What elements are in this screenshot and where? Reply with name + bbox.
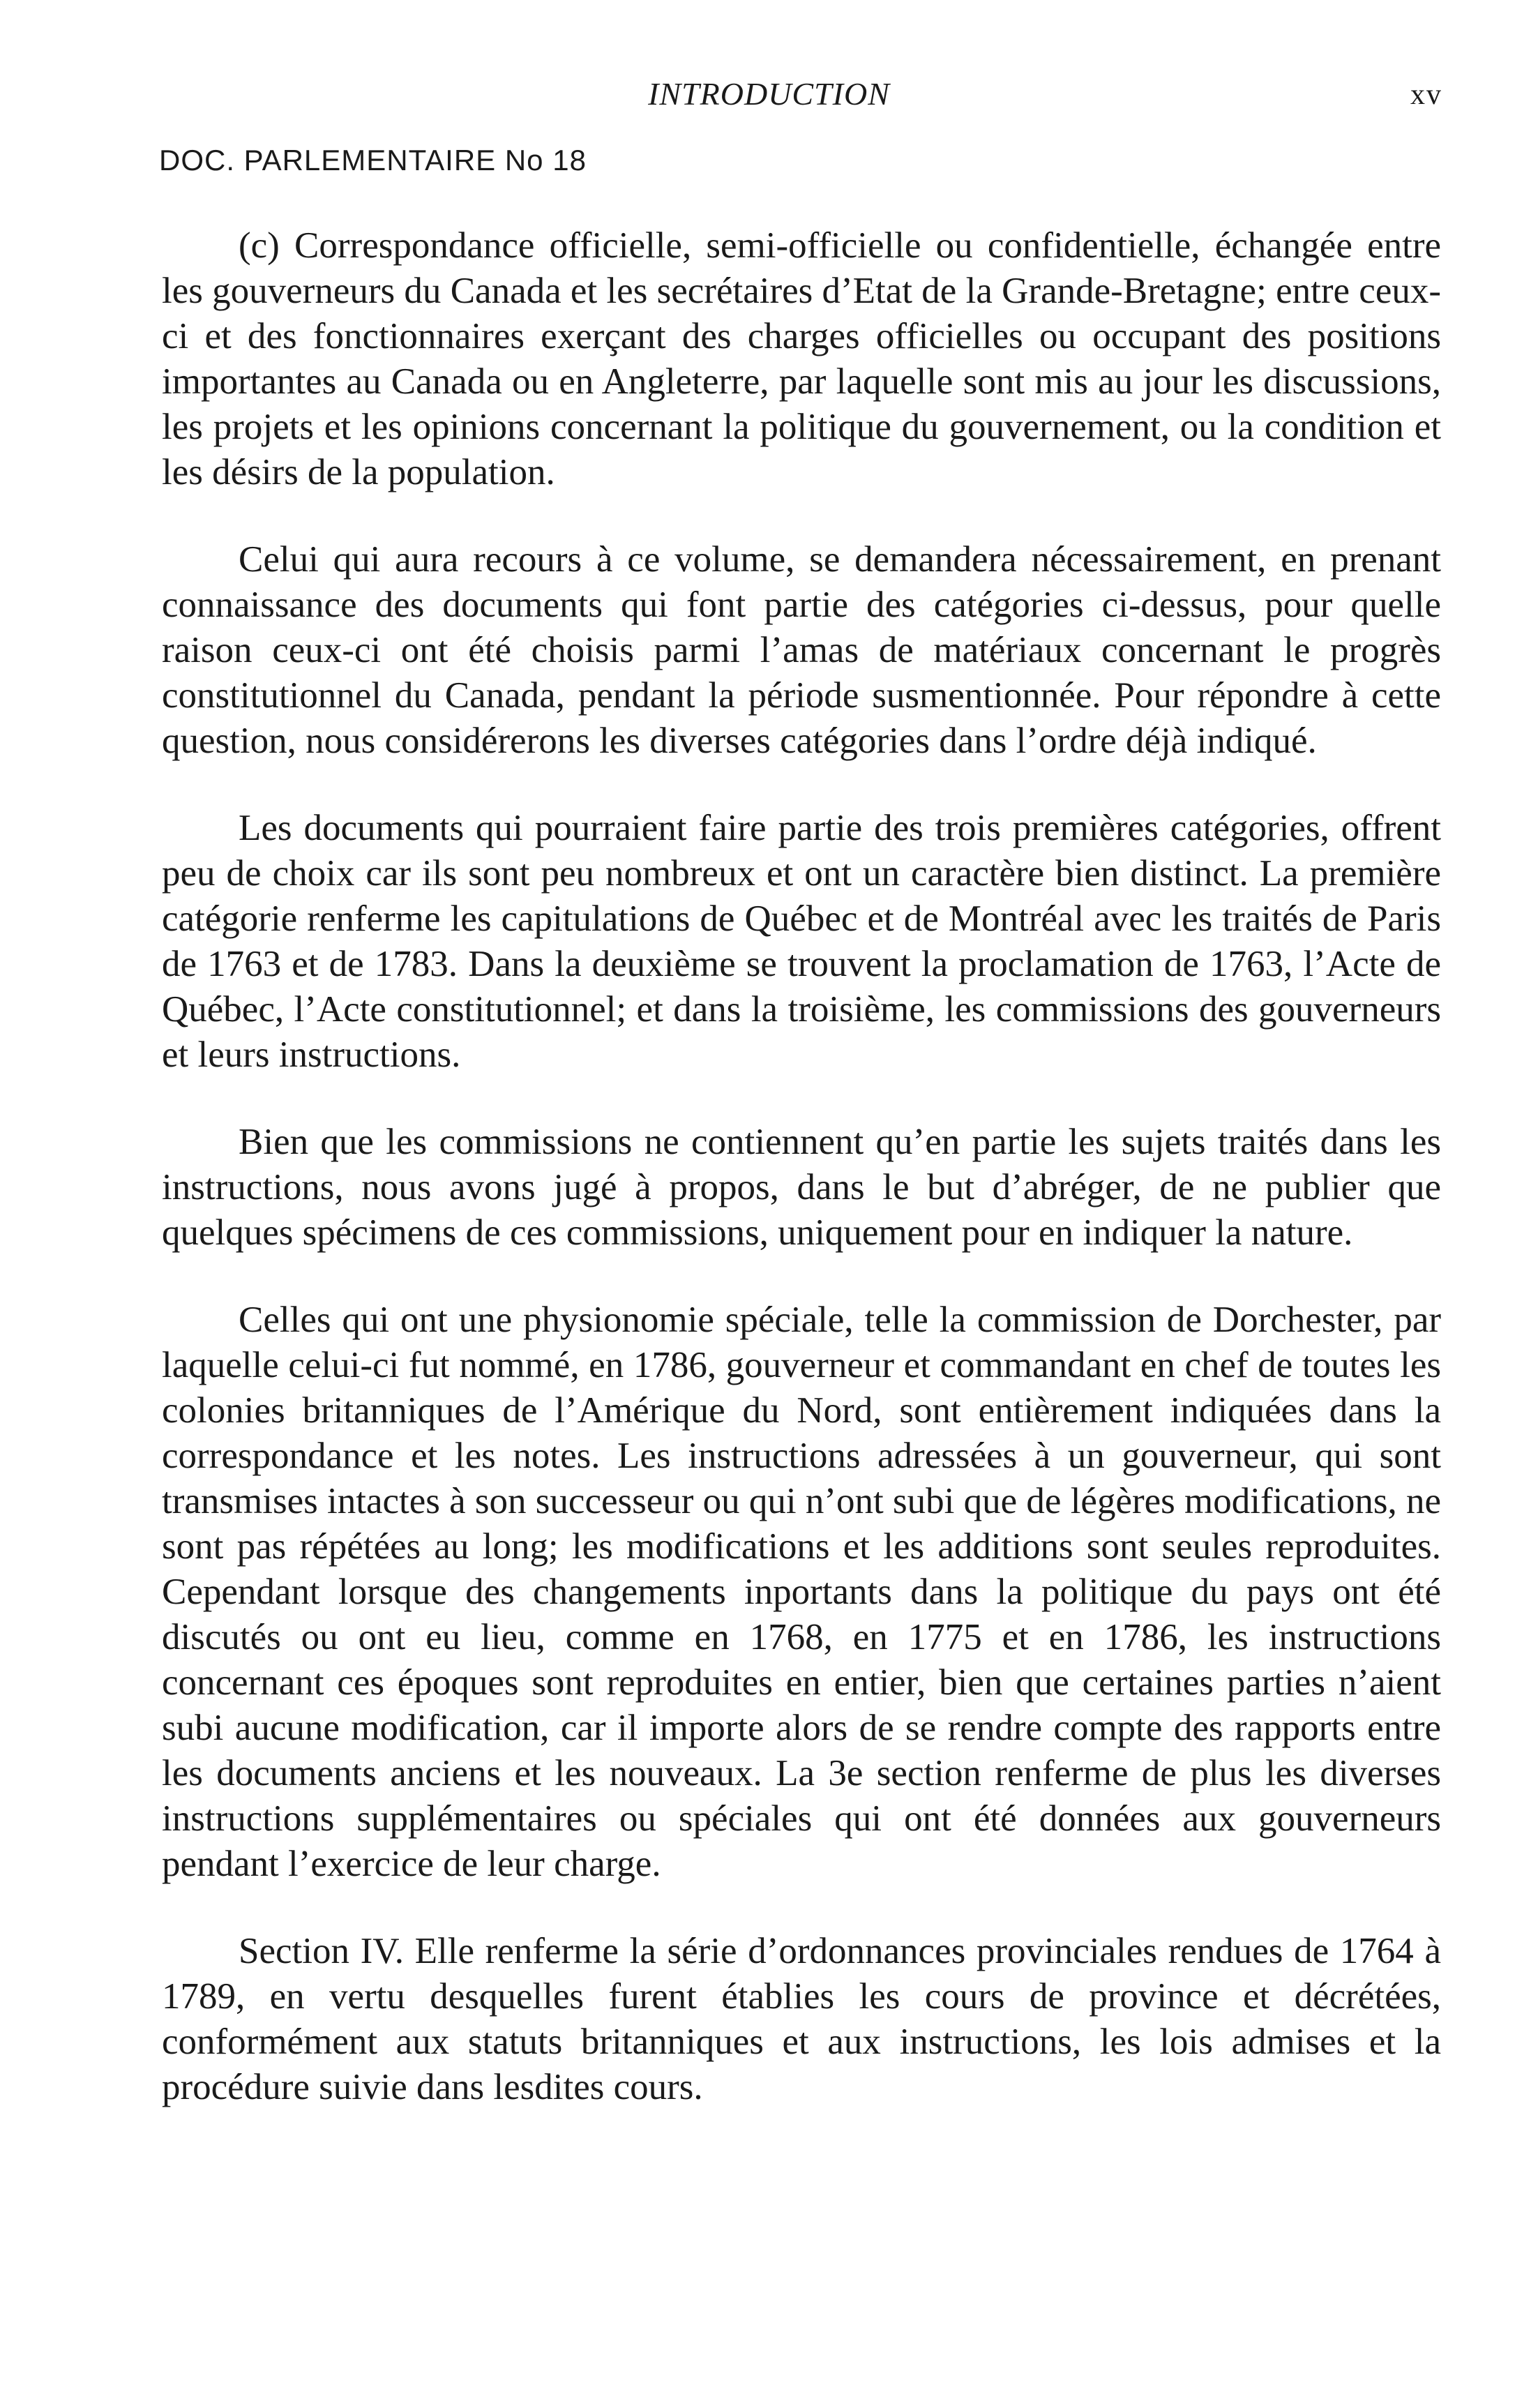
body-text xyxy=(162,223,1441,2152)
paragraph-section-iv: Section IV. Elle renferme la série d’ordonnances provinciales rendues de 1764 à 1789, en vertu desquelles furent établies les cours de province et décrétées, conformément aux statuts britanniques et aux instructions, les lois admises et la procédure suivie dans lesdites cours. xyxy=(162,1931,1441,2107)
paragraph-correspondance: (c) Correspondance officielle, semi-officielle ou confidentielle, échangée entre les gouverneurs du Canada et les secrétaires d’Etat de la Grande-Bretagne; entre ceux-ci et des fonctionnaires exerçant des charges officielles ou occupant des positions importantes au Canada ou en Angleterre, par laquelle sont mis au jour les discussions, les projets et les opinions concernant la politique du gouvernement, ou la condition et les désirs de la population. xyxy=(162,225,1441,492)
paragraph-selection-question: Celui qui aura recours à ce volume, se demandera nécessairement, en prenant connaissance des documents qui font partie des catégories ci-dessus, pour quelle raison ceux-ci ont été choisis parmi l’amas de matériaux concernant le progrès constitutionnel du Canada, pendant la période susmentionnée. Pour répondre à cette question, nous considérerons les diverses catégories dans l’ordre déjà indiqué. xyxy=(162,539,1441,761)
paragraph-instructions: Celles qui ont une physionomie spéciale, telle la commission de Dorchester, par laquelle celui-ci fut nommé, en 1786, gouverneur et commandant en chef de toutes les colonies britanniques de l’Amérique du Nord, sont entièrement indiquées dans la correspondance et les notes. Les instructions adressées à un gouverneur, qui sont transmises intactes à son successeur ou qui n’ont subi que de légères modifications, ne sont pas répétées au long; les modifications et les additions sont seules reproduites. Cependant lorsque des changements inportants dans la politique du pays ont été discutés ou ont eu lieu, comme en 1768, en 1775 et en 1786, les instructions concernant ces époques sont reproduites en entier, bien que certaines parties n’aient subi aucune modification, car il importe alors de se rendre compte des rapports entre les documents anciens et les nouveaux. La 3e section renferme de plus les diverses instructions supplémentaires ou spéciales qui ont été données aux gouverneurs pendant l’exercice de leur charge. xyxy=(162,1300,1441,1884)
page-number: xv xyxy=(1410,79,1442,111)
document-label: DOC. PARLEMENTAIRE No 18 xyxy=(159,144,587,176)
paragraph-first-categories: Les documents qui pourraient faire partie des trois premières catégories, offrent peu de choix car ils sont peu nombreux et ont un caractère bien distinct. La première catégorie renferme les capitulations de Québec et de Montréal avec les traités de Paris de 1763 et de 1783. Dans la deuxième se trouvent la proclamation de 1763, l’Acte de Québec, l’Acte constitutionnel; et dans la troisième, les commissions des gouverneurs et leurs instructions. xyxy=(162,808,1441,1075)
running-title: INTRODUCTION xyxy=(648,76,890,112)
paragraph-commissions: Bien que les commissions ne contiennent qu’en partie les sujets traités dans les instructions, nous avons jugé à propos, dans le but d’abréger, de ne publier que quelques spécimens de ces commissions, uniquement pour en indiquer la nature. xyxy=(162,1122,1441,1253)
